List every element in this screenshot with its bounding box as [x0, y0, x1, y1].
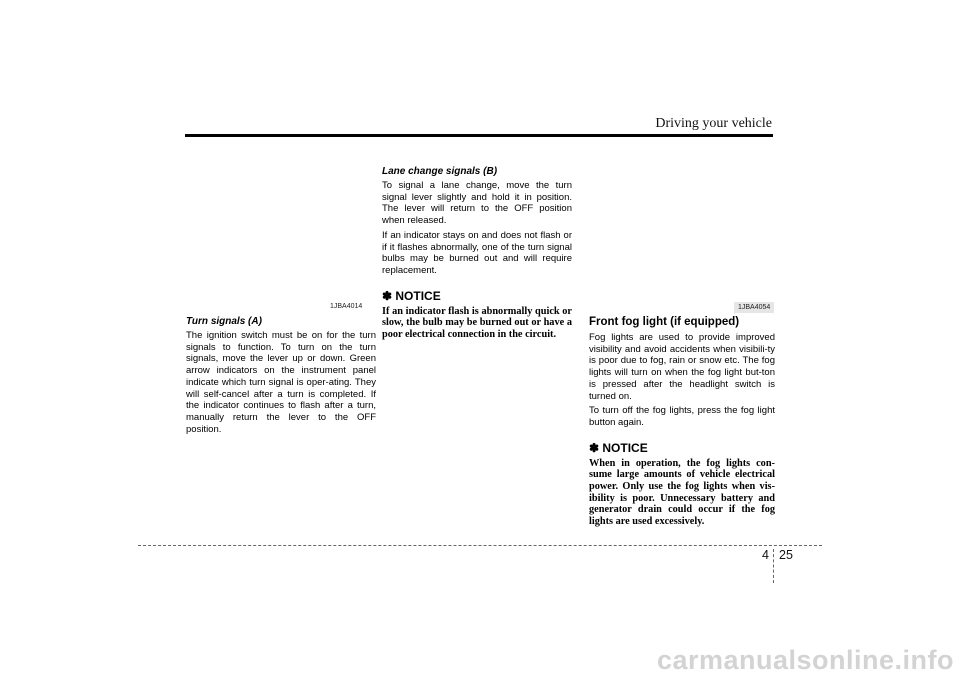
page-header-title: Driving your vehicle — [655, 116, 772, 131]
watermark: carmanualsonline.info — [656, 645, 954, 675]
fog-light-paragraph-1: Fog lights are used to provide improved visibility and avoid accidents when visibili-ty is poor due to fog, rain or snow etc. The fog lights will turn on when the fog light but-ton is pressed after the headlight switch is turned on. — [589, 332, 775, 402]
fog-light-notice-body: When in operation, the fog lights con-sume large amounts of vehicle electrical power. Only use the fog lights when vis-ibility is poor. Unnecessary battery and generator drain could occur if the fog lights are used excessively. — [589, 457, 775, 528]
fog-light-paragraph-2: To turn off the fog lights, press the fog light button again. — [589, 405, 775, 428]
column-turn-signals — [186, 316, 376, 438]
header-rule — [185, 134, 773, 137]
lane-change-notice-body: If an indicator flash is abnormally quick or slow, the bulb may be burned out or have a poor electrical connection in the circuit. — [382, 305, 572, 341]
image-code-right: 1JBA4054 — [734, 302, 774, 313]
lane-change-paragraph-1: To signal a lane change, move the turn signal lever slightly and hold it in position. The lever will return to the OFF position when released. — [382, 180, 572, 227]
fog-light-heading: Front fog light (if equipped) — [589, 316, 740, 328]
fog-light-notice-title: ✽ NOTICE — [589, 440, 648, 455]
footer-rule — [138, 545, 822, 546]
chapter-number: 4 — [762, 548, 769, 562]
page-number: 25 — [779, 548, 793, 562]
turn-signals-body: The ignition switch must be on for the turn signals to function. To turn on the turn signals, move the lever up or down. Green arrow indicators on the instrument panel indicate which turn signal is oper-ating. They will self-cancel after a turn is completed. If the indicator continues to flash after a turn, manually return the lever to the OFF position. — [186, 330, 376, 435]
lane-change-paragraph-2: If an indicator stays on and does not flash or if it flashes abnormally, one of the turn signal bulbs may be burned out and will require replacement. — [382, 229, 572, 276]
lane-change-notice-title: ✽ NOTICE — [382, 288, 441, 303]
lane-change-heading: Lane change signals (B) — [382, 166, 498, 177]
page-separator — [773, 549, 774, 583]
image-code-left: 1JBA4014 — [330, 303, 363, 310]
turn-signals-heading: Turn signals (A) — [186, 316, 262, 327]
column-lane-change — [382, 166, 572, 341]
column-fog-light — [589, 316, 775, 528]
